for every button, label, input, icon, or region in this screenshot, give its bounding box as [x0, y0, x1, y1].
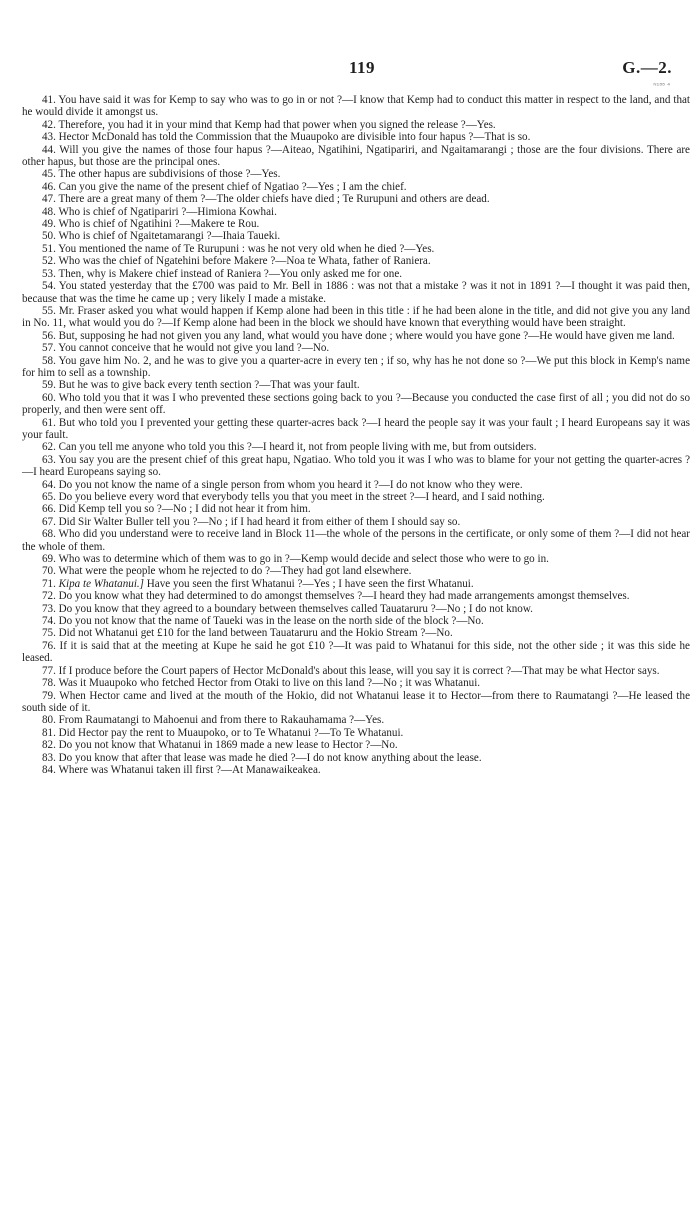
entry-text: 56. But, supposing he had not given you any land, what would you have done ; where would you have gone ?—He would have given me land.	[42, 329, 675, 342]
entry-text: 72. Do you know what they had determined to do amongst themselves ?—I heard they had made arrangements amongst themselves.	[42, 590, 630, 603]
entry-text: Have you seen the first Whatanui ?—Yes ; I have seen the first Whatanui.	[144, 577, 474, 590]
testimony-entry	[22, 491, 690, 503]
entry-text: 54. You stated yesterday that the £700 was paid to Mr. Bell in 1886 : was not that a mistake ? was it not in 1891 ?—I thought it was paid then, because that was the time he came up ; very likely I made a mistake.	[22, 280, 690, 305]
entry-text: 76. If it is said that at the meeting at Kupe he said he got £10 ?—It was paid to Whatanui for this side, not the other side ; it was this side he leased.	[22, 639, 690, 665]
entry-text: 64. Do you not know the name of a single person from whom you heard it ?—I do not know who they were.	[42, 478, 523, 491]
entry-text: 53. Then, why is Makere chief instead of Raniera ?—You only asked me for one.	[42, 267, 403, 280]
entry-text: 43. Hector McDonald has told the Commission that the Muaupoko are divisible into four hapus ?—That is so.	[42, 131, 531, 144]
testimony-entry	[22, 528, 690, 553]
entry-text: 48. Who is chief of Ngatipariri ?—Himiona Kowhai.	[42, 205, 277, 218]
entry-text: 75. Did not Whatanui get £10 for the land between Tauataruru and the Hokio Stream ?—No.	[42, 627, 453, 640]
entry-text: 49. Who is chief of Ngatihini ?—Makere te Rou.	[42, 218, 260, 231]
testimony-entry	[22, 131, 690, 143]
testimony-entry	[22, 714, 690, 726]
testimony-entry	[22, 727, 690, 739]
testimony-entry	[22, 441, 690, 453]
testimony-entry	[22, 392, 690, 417]
entry-text: 57. You cannot conceive that he would not give you land ?—No.	[42, 342, 330, 355]
testimony-entry	[22, 590, 690, 602]
entry-text: 70. What were the people whom he rejected to do ?—They had got land elsewhere.	[42, 565, 412, 578]
testimony-entry	[22, 603, 690, 615]
testimony-entry	[22, 615, 690, 627]
testimony-entry	[22, 739, 690, 751]
entry-text: 42. Therefore, you had it in your mind that Kemp had that power when you signed the release ?—Yes.	[42, 118, 496, 131]
entry-text: 81. Did Hector pay the rent to Muaupoko, or to Te Whatanui ?—To Te Whatanui.	[42, 726, 404, 739]
testimony-entry	[22, 193, 690, 205]
testimony-entry	[22, 640, 690, 665]
entry-text: 52. Who was the chief of Ngatehini before Makere ?—Noa te Whata, father of Raniera.	[42, 255, 431, 268]
testimony-entry	[22, 503, 690, 515]
testimony-entry	[22, 379, 690, 391]
witness-name: Kipa te Whatanui.]	[58, 577, 144, 590]
page-number: 119	[348, 58, 376, 77]
testimony-entry	[22, 206, 690, 218]
testimony-entry	[22, 627, 690, 639]
entry-text: 65. Do you believe every word that everybody tells you that you meet in the street ?—I heard, and I said nothing.	[42, 491, 545, 503]
entry-text: 63. You say you are the present chief of this great hapu, Ngatiao. Who told you it was I who was to blame for your not getting the quarter-acres ?—I heard Europeans saying so.	[22, 453, 690, 479]
testimony-entry	[22, 342, 690, 354]
entry-text: 69. Who was to determine which of them was to go in ?—Kemp would decide and select those who were to go in.	[42, 553, 549, 566]
entry-text: 51. You mentioned the name of Te Rurupuni : was he not very old when he died ?—Yes.	[42, 242, 435, 255]
testimony-entry	[22, 752, 690, 764]
testimony-entry	[22, 94, 690, 119]
testimony-entry	[22, 330, 690, 342]
entry-text: 80. From Raumatangi to Mahoenui and from there to Rakauhamama ?—Yes.	[42, 714, 385, 727]
entry-text: 77. If I produce before the Court papers of Hector McDonald's about this lease, will you say it is correct ?—That may be what Hector says.	[42, 664, 660, 677]
page-header	[0, 58, 700, 90]
entry-text: 60. Who told you that it was I who prevented these sections going back to you ?—Because you conducted the case first of all ; you did not do so properly, and then were sent off.	[22, 391, 690, 417]
entry-text: 44. Will you give the names of those four hapus ?—Aiteao, Ngatihini, Ngatipariri, and Ngaitamarangi ; those are the four divisions. There are other hapus, but those are the principal ones.	[22, 143, 690, 169]
testimony-entry	[22, 677, 690, 689]
testimony-entry	[22, 268, 690, 280]
testimony-entry	[22, 243, 690, 255]
testimony-body	[22, 94, 690, 776]
testimony-entry	[22, 144, 690, 169]
entry-text: 41. You have said it was for Kemp to say who was to go in or not ?—I know that Kemp had to conduct this matter in respect to the land, and that he would divide it amongst us.	[22, 94, 690, 119]
testimony-entry	[22, 417, 690, 442]
entry-text: 62. Can you tell me anyone who told you this ?—I heard it, not from people living with me, but from outsiders.	[42, 441, 537, 454]
entry-text: 45. The other hapus are subdivisions of those ?—Yes.	[42, 168, 281, 181]
testimony-entry	[22, 764, 690, 776]
testimony-entry	[22, 230, 690, 242]
entry-text: 58. You gave him No. 2, and he was to give you a quarter-acre in every ten ; if so, why has he not done so ?—We put this block in Kemp's name for him to sell as a township.	[22, 354, 690, 379]
testimony-entry	[22, 168, 690, 180]
entry-text: 68. Who did you understand were to receive land in Block 11—the whole of the persons in the certificate, or only some of them ?—I did not hear the whole of them.	[22, 528, 690, 553]
entry-text: 78. Was it Muaupoko who fetched Hector from Otaki to live on this land ?—No ; it was Whatanui.	[42, 677, 481, 690]
testimony-entry	[22, 280, 690, 305]
document-reference: G.—2.	[622, 58, 672, 77]
testimony-entry	[22, 553, 690, 565]
entry-text: 73. Do you know that they agreed to a boundary between themselves called Tauataruru ?—No ; I do not know.	[42, 602, 533, 615]
entry-text: 79. When Hector came and lived at the mouth of the Hokio, did not Whatanui lease it to Hector—from there to Raumatangi ?—He leased the south side of it.	[22, 689, 690, 714]
entry-text: 55. Mr. Fraser asked you what would happen if Kemp alone had been in this title : if he had been alone in the title, and did not give you any land in No. 11, what would you do ?—If Kemp alone had been in the block we should have known that everything would have been straight.	[22, 304, 690, 330]
entry-text: 46. Can you give the name of the present chief of Ngatiao ?—Yes ; I am the chief.	[42, 180, 407, 193]
entry-text: 83. Do you know that after that lease was made he died ?—I do not know anything about the lease.	[42, 751, 482, 764]
entry-text: 67. Did Sir Walter Buller tell you ?—No ; if I had heard it from either of them I should say so.	[42, 515, 461, 528]
entry-text: 84. Where was Whatanui taken ill first ?—At Manawaikeakea.	[42, 763, 321, 776]
entry-number: 71.	[42, 577, 59, 590]
margin-note: ᴺ¹⁸⁸ ⁴	[653, 82, 670, 90]
testimony-entry	[22, 181, 690, 193]
entry-text: 50. Who is chief of Ngaitetamarangi ?—Ihaia Taueki.	[42, 230, 281, 243]
entry-text: 59. But he was to give back every tenth section ?—That was your fault.	[42, 379, 360, 392]
entry-text: 47. There are a great many of them ?—The older chiefs have died ; Te Rurupuni and others are dead.	[42, 193, 490, 206]
testimony-entry	[22, 454, 690, 479]
testimony-entry	[22, 690, 690, 715]
testimony-entry	[22, 578, 690, 590]
entry-text: 66. Did Kemp tell you so ?—No ; I did not hear it from him.	[42, 503, 311, 516]
entry-text: 82. Do you not know that Whatanui in 1869 made a new lease to Hector ?—No.	[42, 739, 398, 752]
entry-text: 61. But who told you I prevented your getting these quarter-acres back ?—I heard the people say it was your fault ; I heard Europeans say it was your fault.	[22, 416, 690, 441]
testimony-entry	[22, 355, 690, 380]
testimony-entry	[22, 516, 690, 528]
testimony-entry	[22, 305, 690, 330]
testimony-entry	[22, 255, 690, 267]
testimony-entry	[22, 479, 690, 491]
testimony-entry	[22, 218, 690, 230]
entry-text: 74. Do you not know that the name of Taueki was in the lease on the north side of the block ?—No.	[42, 615, 484, 628]
testimony-entry	[22, 119, 690, 131]
testimony-entry	[22, 665, 690, 677]
testimony-entry	[22, 565, 690, 577]
